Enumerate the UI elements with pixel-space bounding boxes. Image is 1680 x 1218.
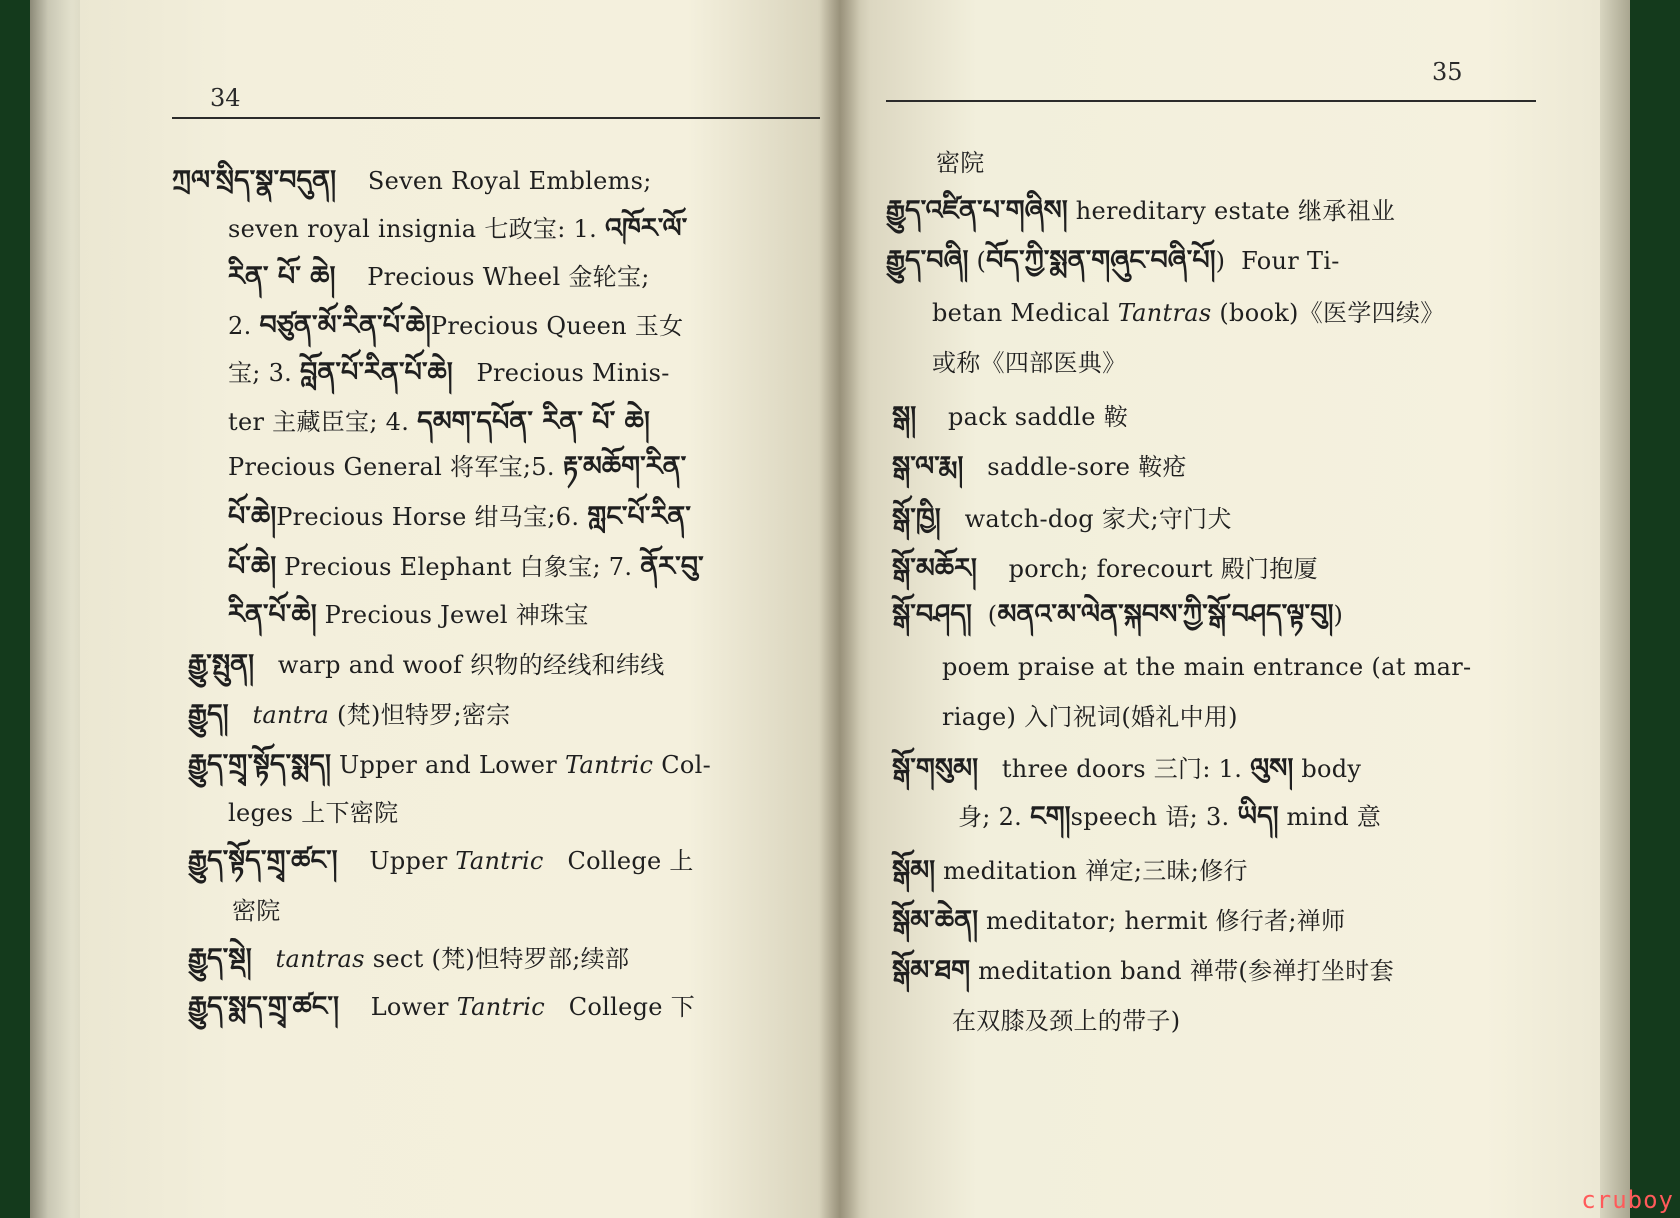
entry-line: རྒྱུ་སྤུན། warp and woof 织物的经线和纬线 [188, 649, 665, 680]
entry-line: སྒ་ལ་རྨ། saddle-sore 鞍疮 [892, 451, 1187, 482]
left-page [80, 0, 840, 1218]
entry-line: སྒོ་གསུམ། three doors 三门: 1. ལུས། body [892, 753, 1362, 784]
entry-line: རྒྱུད་བཞི། (བོད་ཀྱི་སྨན་གཞུང་བཞི་པོ།) Four Ti- [886, 245, 1340, 276]
entry-line: Precious General 将军宝;5. རྟ་མཆོག་རིན་ [228, 451, 687, 482]
entry-line: 密院 [936, 149, 985, 177]
entry-line: སྒོ་ཁྱི། watch-dog 家犬;守门犬 [892, 503, 1232, 534]
entry-line: སྒ། pack saddle 鞍 [892, 401, 1128, 432]
entry-line: རྒྱུད། tantra (梵)怛特罗;密宗 [188, 699, 511, 730]
entry-line: རྒྱུད་གྲྭ་སྟོད་སྨད། Upper and Lower Tantric Col- [188, 749, 711, 780]
entry-line: སྒོམ། meditation 禅定;三昧;修行 [892, 855, 1248, 886]
entry-line: རྒྱུད་སྟོད་གྲྭ་ཚང་། Upper Tantric College 上 [188, 845, 694, 876]
entry-line: betan Medical Tantras (book)《医学四续》 [932, 299, 1445, 327]
right-page [840, 0, 1600, 1218]
entry-line: ཀྲལ་སྲིད་སྣ་བདུན། Seven Royal Emblems; [172, 165, 652, 196]
entry-line: སྒོམ་ཐག meditation band 禅带(参禅打坐时套 [892, 955, 1394, 986]
entry-line: 2. བཙུན་མོ་རིན་པོ་ཆེ།Precious Queen 玉女 [228, 310, 684, 341]
page-number: 35 [1432, 58, 1463, 86]
page-number: 34 [210, 84, 241, 112]
entry-line: 或称《四部医典》 [932, 349, 1127, 377]
entry-line: 在双膝及颈上的带子) [952, 1007, 1181, 1035]
entry-line: ter 主藏臣宝; 4. དམག་དཔོན་ རིན་ པོ་ ཆེ། [228, 406, 650, 437]
entry-line: པོ་ཆེ།Precious Horse 绀马宝;6. གླང་པོ་རིན་ [228, 501, 691, 532]
book-gutter [820, 0, 860, 1218]
entry-line: སྒོ་མཆོར། porch; forecourt 殿门抱厦 [892, 553, 1318, 584]
entry-line: poem praise at the main entrance (at mar- [942, 653, 1472, 681]
entry-line: seven royal insignia 七政宝: 1. འཁོར་ལོ་ [228, 213, 688, 244]
entry-line: སྒོམ་ཆེན། meditator; hermit 修行者;禅师 [892, 905, 1346, 936]
entry-line: རིན་ པོ་ ཆེ། Precious Wheel 金轮宝; [228, 261, 650, 292]
entry-line: པོ་ཆེ། Precious Elephant 白象宝; 7. ནོར་བུ་ [228, 551, 704, 582]
entry-line: leges 上下密院 [228, 799, 399, 827]
entry-line: 密院 [232, 897, 281, 925]
entry-line: རྒྱུད་སྡེ། tantras sect (梵)怛特罗部;续部 [188, 943, 630, 974]
entry-line: རྒྱུད་འཛིན་པ་གཞིས། hereditary estate 继承祖业 [886, 195, 1396, 226]
entry-line: 身; 2. ངག།speech 语; 3. ཡིད། mind 意 [958, 801, 1382, 832]
header-rule [172, 117, 820, 119]
header-rule [886, 100, 1536, 102]
page-stack-edge-right [1600, 0, 1630, 1218]
entry-line: 宝; 3. བློན་པོ་རིན་པོ་ཆེ། Precious Minis- [228, 357, 670, 388]
watermark: cruboy [1581, 1186, 1674, 1214]
entry-line: རྒྱུད་སྨད་གྲྭ་ཚང་། Lower Tantric College 下 [188, 991, 696, 1022]
entry-line: སྒོ་བཤད། (མནའ་མ་ལེན་སྐབས་ཀྱི་སྒོ་བཤད་ལྟ་བུ།) [892, 599, 1344, 630]
entry-line: riage) 入门祝词(婚礼中用) [942, 703, 1238, 731]
entry-line: རིན་པོ་ཆེ། Precious Jewel 神珠宝 [228, 599, 589, 630]
